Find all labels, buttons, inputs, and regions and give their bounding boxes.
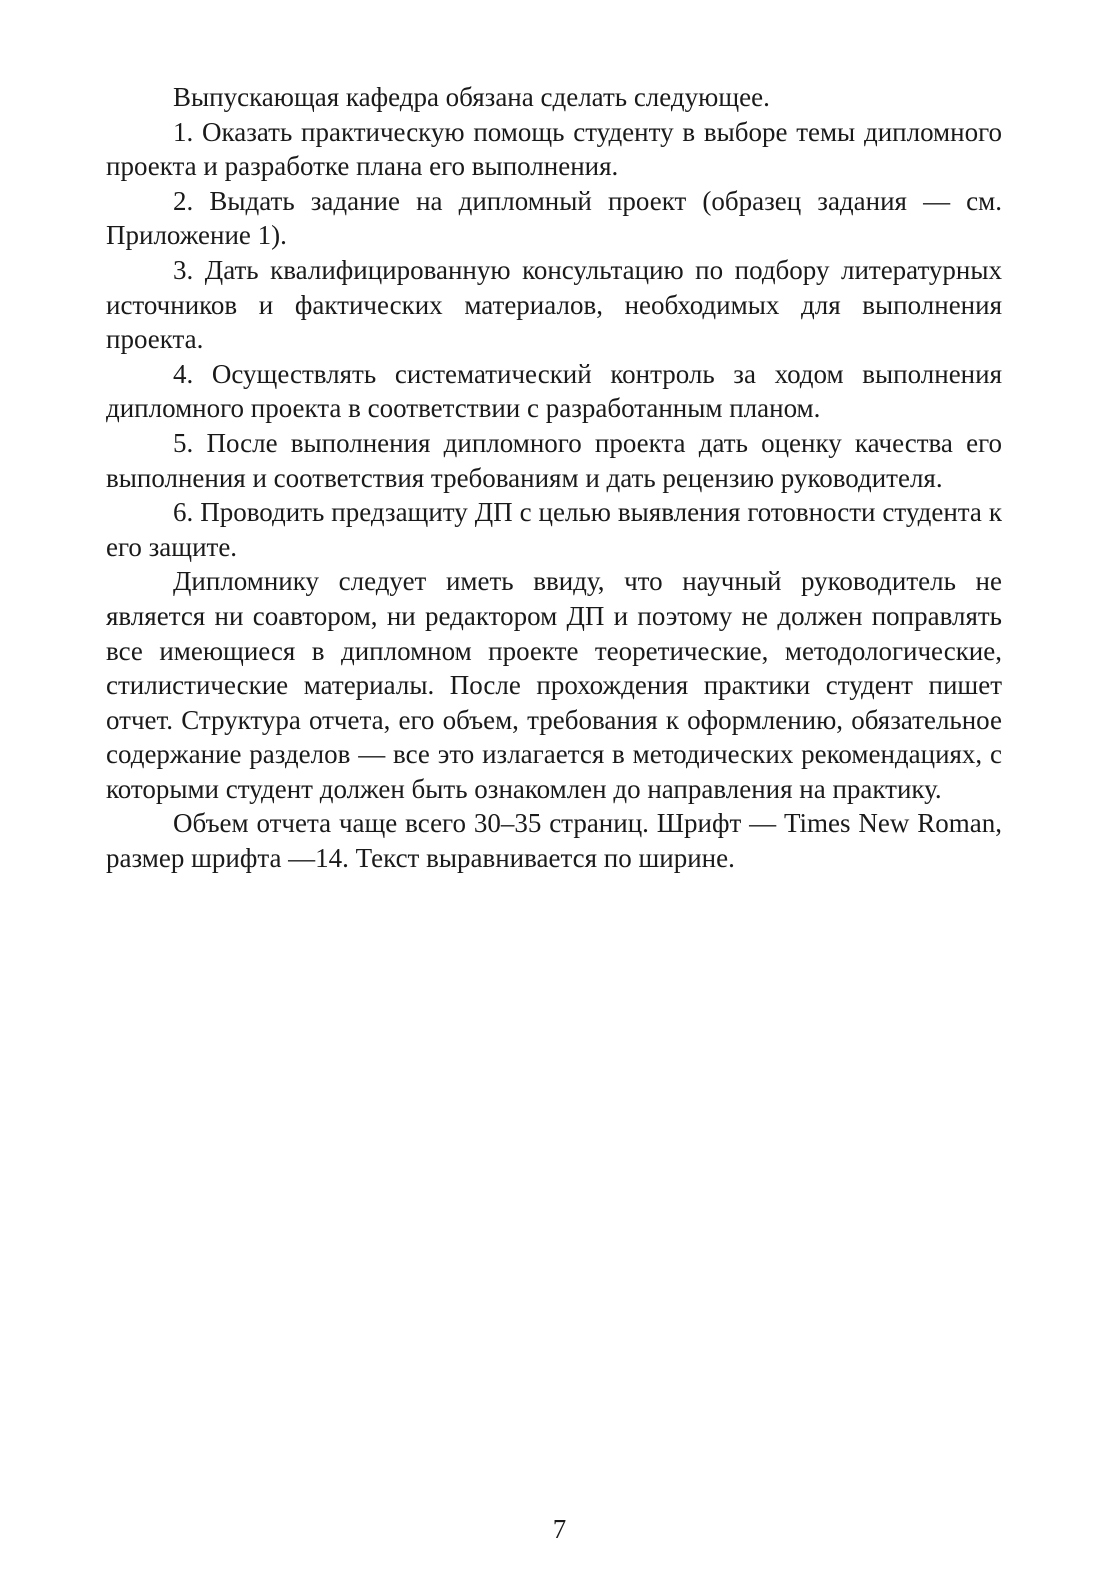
paragraph-intro: Выпускающая кафедра обязана сделать следующее. xyxy=(173,82,770,112)
paragraph-item-6: 6. Проводить предзащиту ДП с целью выявления готовности студента к его защите. xyxy=(106,497,1002,562)
page-number: 7 xyxy=(552,1514,567,1544)
paragraph-report-format: Объем отчета чаще всего 30–35 страниц. Шрифт — Times New Roman, размер шрифта —14. Текст выравнивается по ширине. xyxy=(106,808,1002,874)
body-text xyxy=(106,80,1002,876)
paragraph-supervisor-note: Дипломнику следует иметь ввиду, что научный руководитель не является ни соавтором, ни редактором ДП и поэтому не должен поправлять все имеющиеся в дипломном проекте теоретические, методологические, стилистические материалы. После прохождения практики студент пишет отчет. Структура отчета, его объем, требования к оформлению, обязательное содержание разделов — все это излагается в методических рекомендациях, с которыми студент должен быть ознакомлен до направления на практику. xyxy=(106,566,1002,804)
paragraph-item-3: 3. Дать квалифицированную консультацию по подбору литературных источников и фактических материалов, необходимых для выполнения проекта. xyxy=(106,254,1002,355)
paragraph-item-4: 4. Осуществлять систематический контроль за ходом выполнения дипломного проекта в соответствии с разработанным планом. xyxy=(106,358,1002,424)
paragraph-item-1: 1. Оказать практическую помощь студенту в выборе темы дипломного проекта и разработке плана его выполнения. xyxy=(106,116,1002,182)
paragraph-item-5: 5. После выполнения дипломного проекта дать оценку качества его выполнения и соответствия требованиям и дать рецензию руководителя. xyxy=(106,427,1002,493)
paragraph-item-2: 2. Выдать задание на дипломный проект (образец задания — см. Приложение 1). xyxy=(106,185,1002,251)
